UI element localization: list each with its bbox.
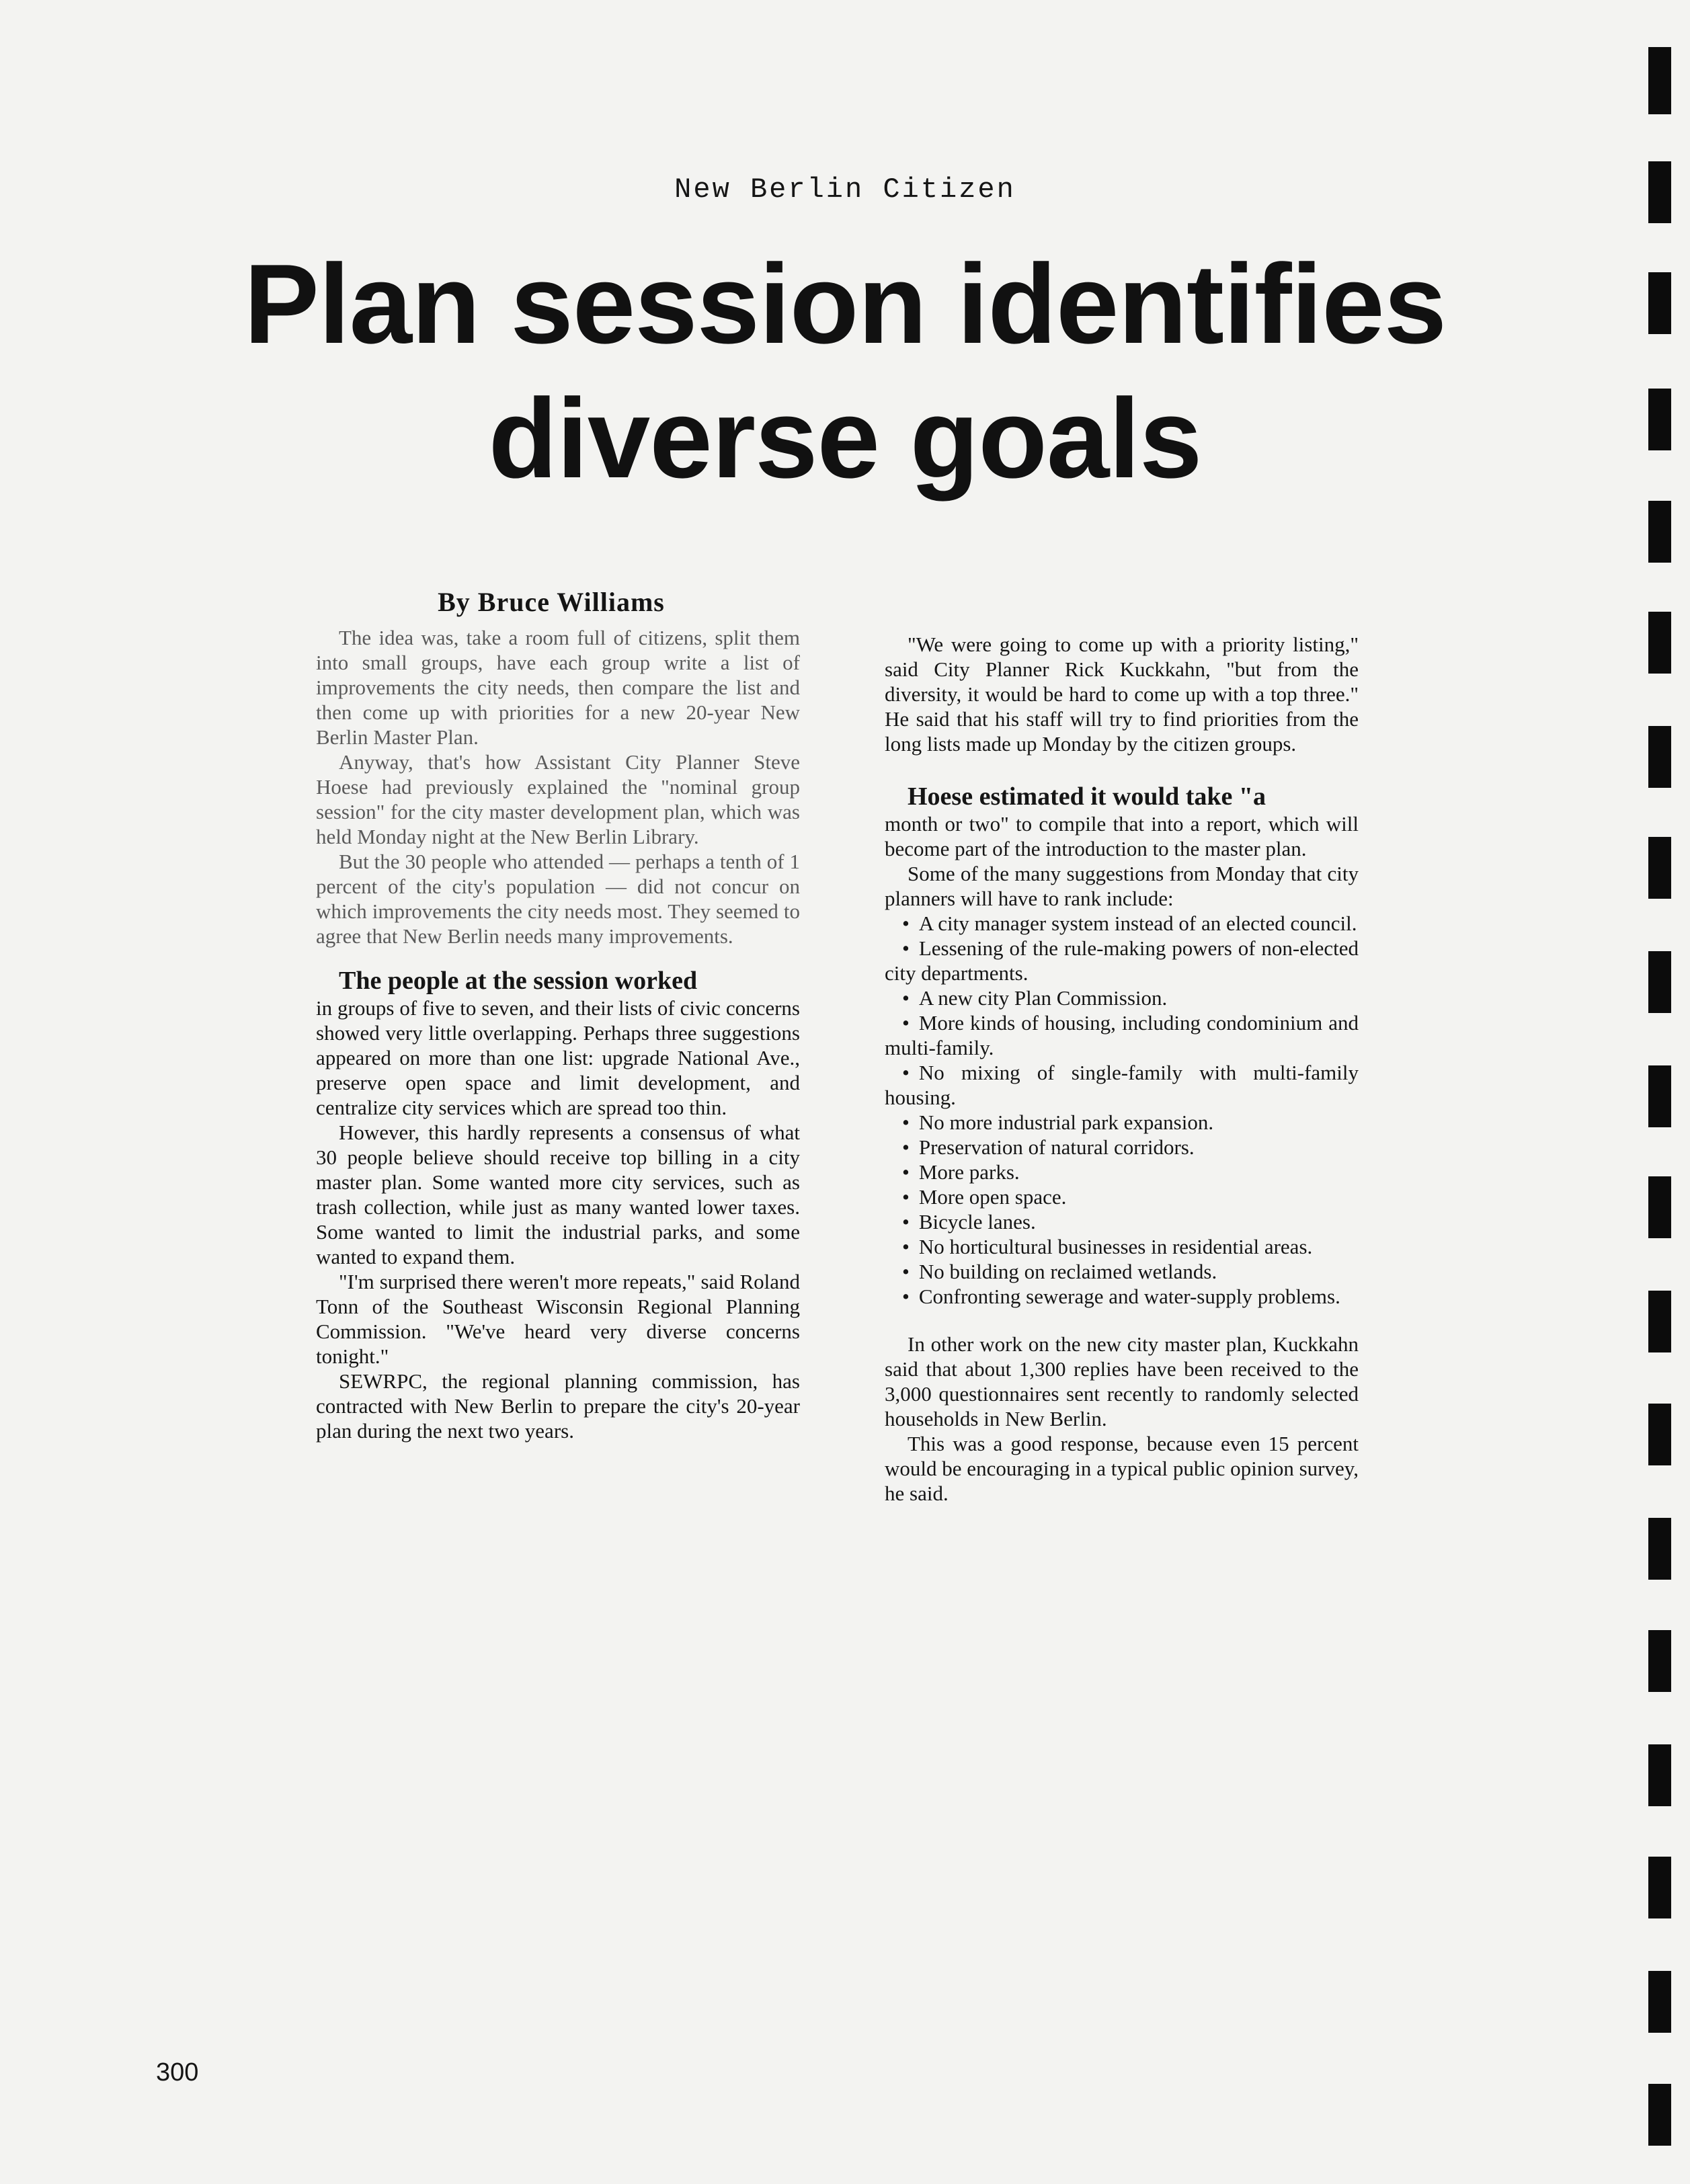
binding-mark <box>1648 726 1671 788</box>
paragraph: "I'm surprised there weren't more repeats," said Roland Tonn of the Southeast Wisconsin Regional Planning Commission. "We've heard very diverse concerns tonight." <box>316 1270 800 1368</box>
binding-mark <box>1648 1744 1671 1806</box>
bullet-icon: • <box>902 1260 910 1283</box>
list-item: • Confronting sewerage and water-supply problems. <box>902 1285 1340 1308</box>
binding-mark <box>1648 272 1671 334</box>
binding-mark <box>1648 1857 1671 1918</box>
binding-mark <box>1648 1518 1671 1580</box>
bullet-icon: • <box>902 1061 910 1084</box>
binding-mark <box>1648 1971 1671 2033</box>
binding-marks <box>1648 0 1675 2184</box>
page-number: 300 <box>156 2058 199 2087</box>
bullet-icon: • <box>902 1011 910 1035</box>
paragraph: Some of the many suggestions from Monday that city planners will have to rank include: <box>885 862 1359 910</box>
binding-mark <box>1648 161 1671 223</box>
list-item: • More kinds of housing, including condominium and multi-family. <box>885 1011 1359 1059</box>
bullet-icon: • <box>902 1285 910 1308</box>
article-column-left <box>316 625 800 1443</box>
paragraph: In other work on the new city master plan, Kuckkahn said that about 1,300 replies have been received to the 3,000 questionnaires sent recently to randomly selected households in New Berlin. <box>885 1332 1359 1430</box>
list-item: • A new city Plan Commission. <box>902 986 1168 1010</box>
bullet-icon: • <box>902 936 910 960</box>
list-item: • More parks. <box>902 1160 1020 1184</box>
binding-mark <box>1648 501 1671 563</box>
list-item: • More open space. <box>902 1185 1067 1209</box>
bullet-icon: • <box>902 1210 910 1233</box>
bullet-icon: • <box>902 912 910 935</box>
paragraph: This was a good response, because even 15 percent would be encouraging in a typical public opinion survey, he said. <box>885 1432 1359 1505</box>
bullet-icon: • <box>902 986 910 1010</box>
bullet-icon: • <box>902 1110 910 1134</box>
binding-mark <box>1648 612 1671 674</box>
masthead: New Berlin Citizen <box>674 173 1016 206</box>
list-item: • Lessening of the rule-making powers of non-elected city departments. <box>885 936 1359 985</box>
list-item: • Bicycle lanes. <box>902 1210 1036 1233</box>
bullet-icon: • <box>902 1235 910 1258</box>
paragraph: But the 30 people who attended — perhaps a tenth of 1 percent of the city's population — did not concur on which improvements the city needs most. They seemed to agree that New Berlin needs many improvements. <box>316 850 800 948</box>
list-item: • No more industrial park expansion. <box>902 1110 1214 1134</box>
binding-mark <box>1648 1065 1671 1127</box>
list-item: • Preservation of natural corridors. <box>902 1135 1195 1159</box>
paragraph: SEWRPC, the regional planning commission, has contracted with New Berlin to prepare the city's 20-year plan during the next two years. <box>316 1369 800 1443</box>
headline <box>134 237 1556 505</box>
paragraph: in groups of five to seven, and their lists of civic concerns showed very little overlapping. Perhaps three suggestions appeared on more than one list: upgrade National Ave., preserve open space and limit development, and centralize city services which are spread too thin. <box>316 996 800 1119</box>
list-item: • No horticultural businesses in residential areas. <box>902 1235 1313 1258</box>
section-lead: The people at the session worked <box>339 967 698 995</box>
list-item: • A city manager system instead of an elected council. <box>902 912 1357 935</box>
binding-mark <box>1648 1176 1671 1238</box>
suggestion-list <box>885 911 1359 1309</box>
paragraph: The idea was, take a room full of citizens, split them into small groups, have each group write a list of improvements the city needs, then compare the list and then come up with priorities for a new 20-year New Berlin Master Plan. <box>316 626 800 749</box>
binding-mark <box>1648 389 1671 450</box>
bullet-icon: • <box>902 1135 910 1159</box>
list-item: • No building on reclaimed wetlands. <box>902 1260 1217 1283</box>
binding-mark <box>1648 951 1671 1013</box>
article-column-right <box>885 632 1359 1506</box>
binding-mark <box>1648 1291 1671 1352</box>
paragraph: However, this hardly represents a consensus of what 30 people believe should receive top billing in a city master plan. Some wanted more city services, such as trash collection, while just as many wanted lower taxes. Some wanted to limit the industrial parks, and some wanted to expand them. <box>316 1121 800 1268</box>
bullet-icon: • <box>902 1185 910 1209</box>
binding-mark <box>1648 1630 1671 1692</box>
paragraph: month or two" to compile that into a report, which will become part of the introduction to the master plan. <box>885 812 1359 860</box>
byline: By Bruce Williams <box>438 587 665 617</box>
headline-line-2: diverse goals <box>488 375 1202 501</box>
binding-mark <box>1648 2084 1671 2146</box>
binding-mark <box>1648 1404 1671 1465</box>
section-lead: Hoese estimated it would take "a <box>908 782 1266 811</box>
binding-mark <box>1648 47 1671 114</box>
binding-mark <box>1648 837 1671 899</box>
headline-line-1: Plan session identifies <box>243 241 1447 367</box>
list-item: • No mixing of single-family with multi-family housing. <box>885 1061 1359 1109</box>
paragraph: "We were going to come up with a priority listing," said City Planner Rick Kuckkahn, "but from the diversity, it would be hard to come up with a top three." He said that his staff will try to find priorities from the long lists made up Monday by the citizen groups. <box>885 633 1359 756</box>
paragraph: Anyway, that's how Assistant City Planner Steve Hoese had previously explained the "nominal group session" for the city master development plan, which was held Monday night at the New Berlin Library. <box>316 750 800 848</box>
bullet-icon: • <box>902 1160 910 1184</box>
